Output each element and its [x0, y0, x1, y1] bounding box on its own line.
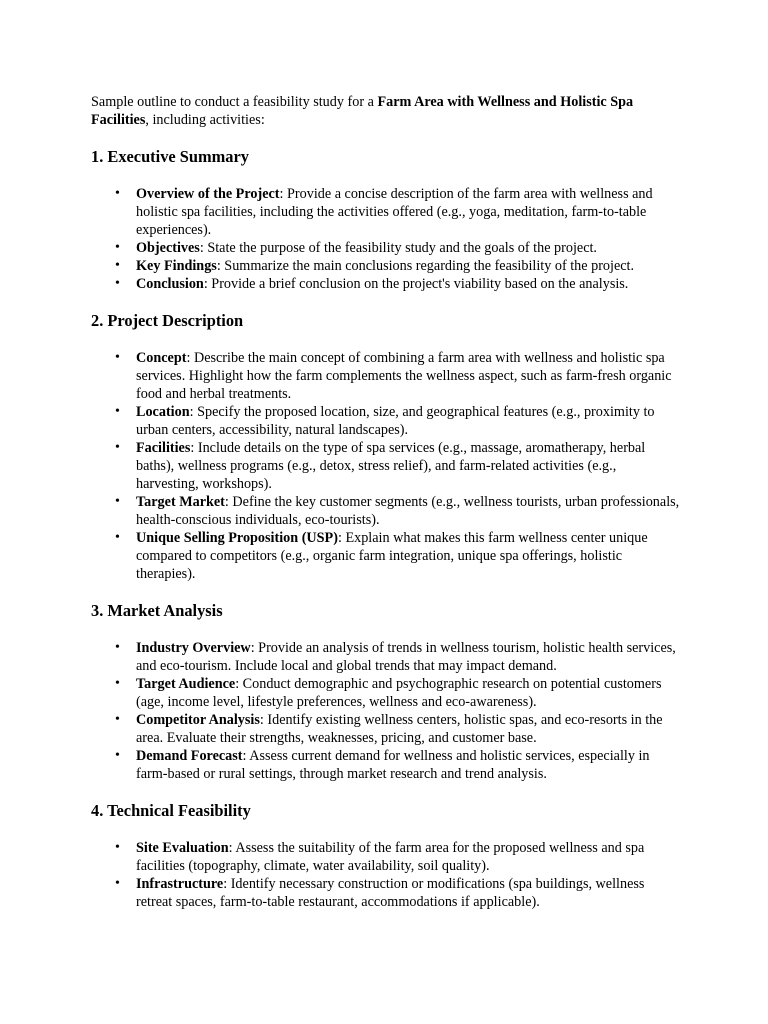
- list-item: [115, 747, 681, 783]
- intro-prefix: Sample outline to conduct a feasibility study for a: [91, 94, 378, 110]
- section-heading: 3. Market Analysis: [91, 601, 223, 620]
- list-item: [115, 675, 681, 711]
- list-item-term: Demand Forecast: [136, 748, 243, 764]
- list-item-term: Conclusion: [136, 276, 204, 292]
- list-item-text: : Specify the proposed location, size, and geographical features (e.g., proximity to urban centers, accessibility, natural landscapes).: [136, 404, 655, 438]
- list-item-text: : Conduct demographic and psychographic research on potential customers (age, income level, lifestyle preferences, wellness and eco-awareness).: [136, 676, 662, 710]
- bullet-list: [91, 185, 681, 293]
- list-item-text: : Describe the main concept of combining a farm area with wellness and holistic spa services. Highlight how the farm complements the wellness aspect, such as farm-fresh organic food and herbal treatments.: [136, 350, 672, 402]
- bullet-list: [91, 349, 681, 583]
- list-item-term: Concept: [136, 350, 187, 366]
- bullet-icon: •: [115, 240, 120, 255]
- bullet-icon: •: [115, 876, 120, 891]
- list-item-term: Unique Selling Proposition (USP): [136, 530, 338, 546]
- list-item: [115, 403, 681, 439]
- bullet-icon: •: [115, 350, 120, 365]
- list-item: [115, 439, 681, 493]
- list-item-text: : Summarize the main conclusions regarding the feasibility of the project.: [216, 258, 635, 274]
- list-item-term: Objectives: [136, 240, 200, 256]
- list-item-term: Industry Overview: [136, 640, 251, 656]
- bullet-list: [91, 839, 681, 911]
- section-heading: 2. Project Description: [91, 311, 244, 330]
- list-item-text: : Identify existing wellness centers, holistic spas, and eco-resorts in the area. Evaluate their strengths, weaknesses, pricing, and customer base.: [136, 712, 663, 746]
- list-item-text: : Explain what makes this farm wellness center unique compared to competitors (e.g., organic farm integration, unique spa offerings, holistic therapies).: [136, 530, 648, 582]
- list-item-text: : Assess the suitability of the farm area for the proposed wellness and spa facilities (topography, climate, water availability, soil quality).: [136, 840, 645, 874]
- list-item: [115, 639, 681, 675]
- bullet-icon: •: [115, 530, 120, 545]
- list-item: [115, 239, 681, 257]
- list-item-text: : Include details on the type of spa services (e.g., massage, aromatherapy, herbal baths), wellness programs (e.g., detox, stress relief), and farm-related activities (e.g., harvesting, workshops).: [136, 440, 646, 492]
- section-heading: 1. Executive Summary: [91, 147, 249, 166]
- bullet-icon: •: [115, 676, 120, 691]
- list-item-text: : Provide a brief conclusion on the project's viability based on the analysis.: [203, 276, 629, 292]
- list-item-term: Location: [136, 404, 190, 420]
- bullet-icon: •: [115, 748, 120, 763]
- list-item-term: Target Audience: [136, 676, 236, 692]
- list-item: [115, 529, 681, 583]
- list-item: [115, 839, 681, 875]
- list-item: [115, 257, 681, 275]
- list-item-term: Overview of the Project: [136, 186, 280, 202]
- bullet-icon: •: [115, 404, 120, 419]
- list-item-term: Site Evaluation: [136, 840, 229, 856]
- intro-paragraph: [91, 93, 681, 129]
- bullet-icon: •: [115, 840, 120, 855]
- list-item-text: : Provide a concise description of the farm area with wellness and holistic spa facilities, including the activities offered (e.g., yoga, meditation, farm-to-table experiences).: [136, 186, 653, 238]
- sections-container: [91, 147, 681, 911]
- list-item-term: Infrastructure: [136, 876, 224, 892]
- list-item-term: Target Market: [136, 494, 225, 510]
- bullet-icon: •: [115, 276, 120, 291]
- bullet-icon: •: [115, 640, 120, 655]
- list-item-text: : Provide an analysis of trends in wellness tourism, holistic health services, and eco-tourism. Include local and global trends that may impact demand.: [136, 640, 676, 674]
- bullet-icon: •: [115, 258, 120, 273]
- list-item: [115, 875, 681, 911]
- list-item-text: : Identify necessary construction or modifications (spa buildings, wellness retreat spaces, farm-to-table restaurant, accommodations if applicable).: [136, 876, 645, 910]
- intro-suffix: , including activities:: [145, 112, 265, 128]
- bullet-icon: •: [115, 440, 120, 455]
- list-item: [115, 185, 681, 239]
- list-item: [115, 711, 681, 747]
- intro-bold-title: Farm Area with Wellness and Holistic Spa Facilities: [91, 94, 634, 128]
- document-page: [91, 93, 681, 929]
- list-item: [115, 349, 681, 403]
- list-item-term: Key Findings: [136, 258, 217, 274]
- list-item-text: : State the purpose of the feasibility study and the goals of the project.: [199, 240, 597, 256]
- bullet-icon: •: [115, 712, 120, 727]
- list-item: [115, 275, 681, 293]
- list-item: [115, 493, 681, 529]
- bullet-list: [91, 639, 681, 783]
- bullet-icon: •: [115, 186, 120, 201]
- list-item-text: : Define the key customer segments (e.g., wellness tourists, urban professionals, health-conscious individuals, eco-tourists).: [136, 494, 680, 528]
- section-heading: 4. Technical Feasibility: [91, 801, 251, 820]
- list-item-text: : Assess current demand for wellness and holistic services, especially in farm-based or rural settings, through market research and trend analysis.: [136, 748, 650, 782]
- bullet-icon: •: [115, 494, 120, 509]
- list-item-term: Competitor Analysis: [136, 712, 260, 728]
- list-item-term: Facilities: [136, 440, 191, 456]
